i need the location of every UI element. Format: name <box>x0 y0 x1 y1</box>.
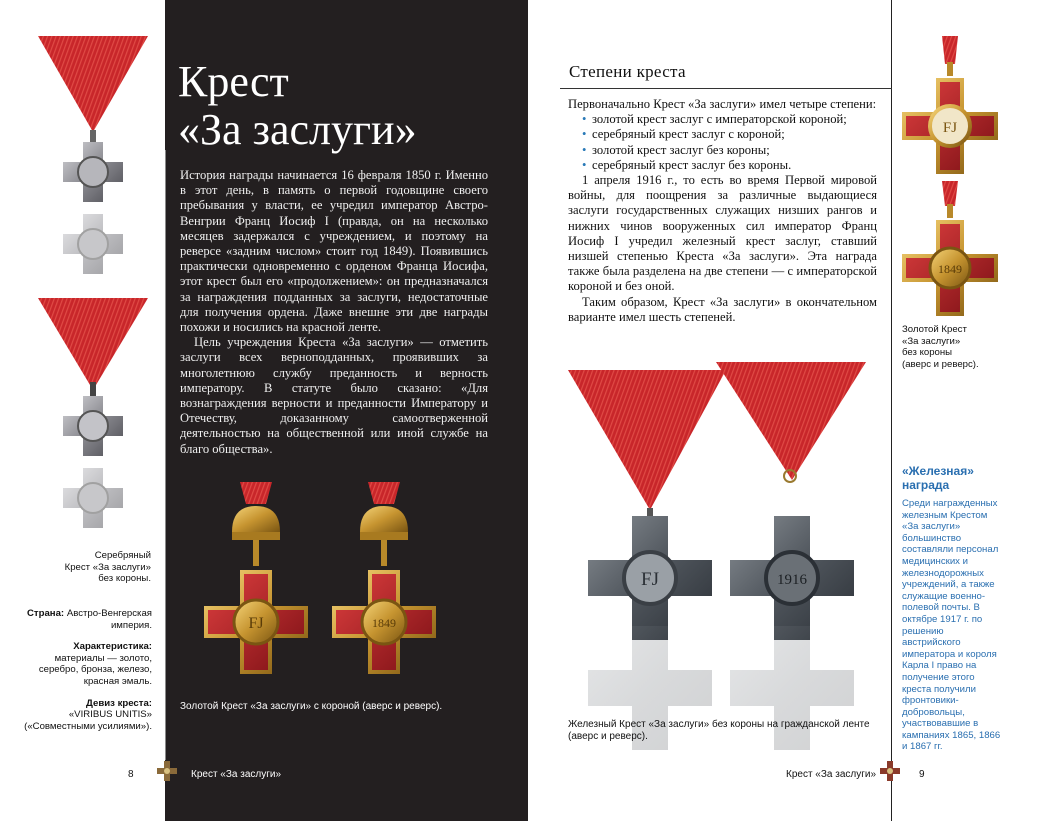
gold-caption-line: Золотой Крест <box>902 324 967 335</box>
silver-caption-line: Крест «За заслуги» <box>64 561 151 573</box>
footer-cross-icon <box>879 760 901 782</box>
gold-cross-caption <box>902 324 979 370</box>
margin-rule <box>891 0 892 821</box>
footer-title-left: Крест «За заслуги» <box>191 769 282 780</box>
motto-info <box>22 698 152 733</box>
list-item: • золотой крест заслуг с императорской короной; <box>582 112 877 127</box>
history-paragraph-2: Цель учреждения Креста «За заслуги» — отметить заслуги всех верноподданных, проявивших за многолетнюю службу преданность и верность императору. В статуте было сказано: «Для вознаграждения верности и преданности Императору и Отечеству, доказанному самоотверженной деятельностью на общественной или иной службе на благо общества». <box>180 335 488 456</box>
iron-cross-caption: Железный Крест «За заслуги» без короны на гражданской ленте (аверс и реверс). <box>568 719 870 742</box>
gold-cross-no-crown-image <box>900 36 1000 321</box>
silver-cross-caption <box>65 550 151 585</box>
silver-caption-line: Серебряный <box>94 550 151 561</box>
title-line-1: Крест <box>178 57 289 106</box>
country-label: Страна: <box>26 608 65 619</box>
page-number-right: 9 <box>919 769 925 780</box>
gold-crowned-cross-caption: Золотой Крест «За заслуги» с короной (аверс и реверс). <box>180 701 443 712</box>
sidebar-title-line: «Железная» <box>902 464 974 478</box>
monogram-text: FJ <box>641 569 659 590</box>
degrees-text <box>568 97 877 325</box>
silver-caption-line: без короны. <box>98 573 151 585</box>
gold-crowned-cross-image <box>200 482 440 692</box>
year-1849-text: 1849 <box>938 262 962 276</box>
characteristics-value: материалы — золото, серебро, бронза, железо, красная эмаль. <box>38 652 152 687</box>
gold-caption-line: «За заслуги» <box>902 335 961 347</box>
silver-cross-medal-image <box>30 36 160 556</box>
characteristics-info <box>22 641 152 687</box>
section-rule <box>560 88 892 89</box>
history-paragraph-1: История награды начинается 16 февраля 1850 г. Именно в этот день, в память о первой годовщине своего пребывания у власти, ее учредил император Австро-Венгрии Франц Иосиф I (правда, он на несколько месяцев задержался с учреждением, и поэтому на реверсе «задним числом» стоит год 1849). Появившись практически одновременно с орденом Франца Иосифа, этот крест был его «продолжением»: он предназначался за награждения подданных за заслуги, недостаточные для получения ордена. Даже внешне эти две награды похожи и носились на красной ленте. <box>180 168 488 335</box>
characteristics-label: Характеристика: <box>73 641 152 653</box>
six-degrees-paragraph: Таким образом, Крест «За заслуги» в окончательном варианте имел шесть степеней. <box>568 294 877 324</box>
footer-cross-icon <box>156 760 178 782</box>
sidebar-title-line: награда <box>902 478 950 492</box>
iron-cross-paragraph: 1 апреля 1916 г., то есть во время Первой мировой войны, для поощрения за различные выдающиеся заслуги государственных служащих низших рангов и нижних чинов вооруженных сил император Франц Иосиф I учредил железный крест заслуг, ставший низшей степенью Креста «За заслуги». Эта награда также была разделена на две степени — с императорской короной и без оной. <box>568 173 877 294</box>
year-1916-text: 1916 <box>777 572 807 588</box>
iron-cross-image <box>566 360 886 715</box>
section-title: Степени креста <box>569 62 686 81</box>
gold-caption-line: (аверс и реверс). <box>902 358 979 370</box>
country-info <box>22 608 152 631</box>
sidebar-title <box>902 464 974 492</box>
column-divider <box>165 150 166 760</box>
motto-label: Девиз креста: <box>86 697 152 709</box>
list-item: • серебряный крест заслуг без короны. <box>582 158 877 173</box>
history-text <box>180 168 488 457</box>
year-1849-text: 1849 <box>372 616 396 630</box>
degrees-intro: Первоначально Крест «За заслуги» имел четыре степени: <box>568 97 877 111</box>
title-line-2: «За заслуги» <box>178 105 417 154</box>
info-block <box>22 608 152 732</box>
country-value: Австро-Венгерская империя. <box>66 608 152 631</box>
degrees-list <box>568 112 877 173</box>
footer-title-right: Крест «За заслуги» <box>786 769 877 780</box>
page-title <box>178 58 417 154</box>
monogram-text: FJ <box>942 120 958 136</box>
list-item: • серебряный крест заслуг с короной; <box>582 127 877 142</box>
motto-value: «VIRIBUS UNITIS» («Совместными усилиями»). <box>24 709 152 732</box>
sidebar-text: Среди награжденных железным Крестом «За заслуги» большинство составляли персонал медицинских и железнодорожных учреждений, а также служащие военно-полевой почты. В октябре 1917 г. по решению австрийского императора и короля Карла I право на получение этого креста получили фронтовики-добровольцы, участвовавшие в кампаниях 1865, 1866 и 1867 гг. <box>902 498 1001 753</box>
list-item: • золотой крест заслуг без короны; <box>582 143 877 158</box>
gold-caption-line: без короны <box>902 347 953 359</box>
page-number-left: 8 <box>128 769 134 780</box>
monogram-text: FJ <box>248 615 264 632</box>
